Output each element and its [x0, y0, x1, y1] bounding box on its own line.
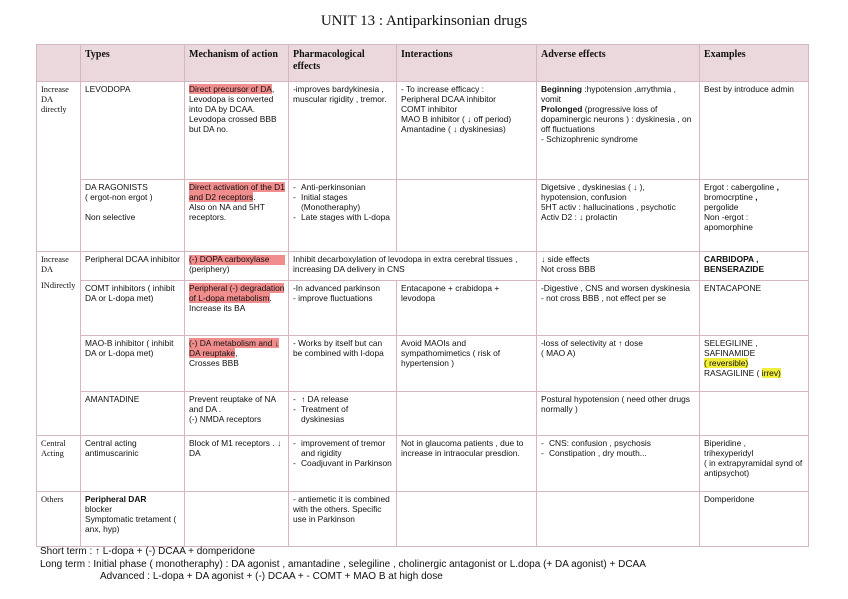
adverse-cell: -Digestive , CNS and worsen dyskinesia - not cross BBB , not effect per se — [537, 281, 700, 336]
category-others: Others — [37, 492, 81, 547]
highlighted-text: irrev) — [761, 367, 781, 378]
table-row — [37, 252, 809, 281]
type-cell: DA RAGONISTS ( ergot-non ergot ) Non selective — [81, 180, 185, 252]
pharm-cell: -improves bardykinesia , muscular rigidity , tremor. — [289, 82, 397, 180]
type-cell: AMANTADINE — [81, 392, 185, 436]
interactions-cell: Not in glaucoma patients , due to increase in intraocular presdion. — [397, 436, 537, 492]
adverse-cell: Postural hypotension ( need other drugs normally ) — [537, 392, 700, 436]
long-term-note: Long term : Initial phase ( monotheraphy) : DA agonist , amantadine , selegiline , cholinergic antagonist or L.dopa (+ DA agonist) + DCAA — [40, 558, 646, 570]
mechanism-cell: Peripheral (-) degradation of L-dopa metabolism. Increase its BA — [185, 281, 289, 336]
header-types: Types — [81, 45, 185, 82]
highlighted-text: (-) DOPA carboxylase — [189, 255, 285, 265]
adverse-cell: Beginning :hypotension ,arrythmia , vomit Prolonged (progressive loss of dopaminergic neurons ) : dyskinesia , on off fluctuations - Schizophrenic syndrome — [537, 82, 700, 180]
table-row — [37, 82, 809, 180]
example-cell: Biperidine , trihexyperidyl ( in extrapyramidal synd of antipsychot) — [700, 436, 809, 492]
interactions-cell: - To increase efficacy : Peripheral DCAA inhibitor COMT inhibitor MAO B inhibitor ( ↓ off period) Amantadine ( ↓ dyskinesias) — [397, 82, 537, 180]
interactions-cell — [397, 392, 537, 436]
highlighted-text: Direct precursor of DA — [189, 84, 272, 94]
pharm-cell: -In advanced parkinson - improve fluctuations — [289, 281, 397, 336]
table-row — [37, 281, 809, 336]
page-title: UNIT 13 : Antiparkinsonian drugs — [320, 13, 528, 29]
type-cell: Peripheral DCAA inhibitor — [81, 252, 185, 281]
interactions-cell: Entacapone + crabidopa + levodopa — [397, 281, 537, 336]
example-cell: CARBIDOPA , BENSERAZIDE — [700, 252, 809, 281]
type-cell: COMT inhibitors ( inhibit DA or L-dopa met) — [81, 281, 185, 336]
pharm-cell: - Works by itself but can be combined with l-dopa — [289, 336, 397, 392]
mechanism-cell: Block of M1 receptors . ↓ DA — [185, 436, 289, 492]
advanced-note: Advanced : L-dopa + DA agonist + (-) DCAA + - COMT + MAO B at high dose — [100, 571, 443, 582]
table-row — [37, 492, 809, 547]
mechanism-cell: Prevent reuptake of NA and DA . (-) NMDA receptors — [185, 392, 289, 436]
example-cell: Ergot : cabergoline , bromocrptine , pergolide Non -ergot : apomorphine — [700, 180, 809, 252]
type-cell: MAO-B inhibitor ( inhibit DA or L-dopa met) — [81, 336, 185, 392]
pharm-cell: - improvement of tremor and rigidity - Coadjuvant in Parkinson — [289, 436, 397, 492]
header-adverse-effects: Adverse effects — [537, 45, 700, 82]
type-cell: Peripheral DAR blocker Symptomatic tretament ( anx, hyp) — [81, 492, 185, 547]
drug-table — [36, 44, 809, 547]
table-row — [37, 180, 809, 252]
adverse-cell: - CNS: confusion , psychosis - Constipation , dry mouth... — [537, 436, 700, 492]
highlighted-text: Peripheral (-) degradation of L-dopa metabolism — [189, 283, 285, 303]
header-pharmacological-effects: Pharmacological effects — [289, 45, 397, 82]
mechanism-cell: Direct precursor of DA, Levodopa is converted into DA by DCAA. Levodopa crossed BBB but DA no. — [185, 82, 289, 180]
short-term-note: Short term : ↑ L-dopa + (-) DCAA + domperidone — [40, 546, 256, 557]
mechanism-cell — [185, 492, 289, 547]
mechanism-cell: (-) DA metabolism and ↓ DA reuptake, Crosses BBB — [185, 336, 289, 392]
category-increase-indirect: Increase DA INdirectly — [37, 252, 81, 436]
pharm-cell: - antiemetic it is combined with the others. Specific use in Parkinson — [289, 492, 397, 547]
interactions-cell — [397, 492, 537, 547]
table-header-row — [37, 45, 809, 82]
adverse-cell: ↓ side effects Not cross BBB — [537, 252, 700, 281]
interactions-cell: Avoid MAOIs and sympathomimetics ( risk of hypertension ) — [397, 336, 537, 392]
example-cell: SELEGILINE , SAFINAMIDE ( reversible) RASAGILINE ( irrev) — [700, 336, 809, 392]
adverse-cell — [537, 492, 700, 547]
category-increase-direct: Increase DA directly — [37, 82, 81, 252]
pharm-cell: - Anti-perkinsonian - Initial stages (Monotheraphy) - Late stages with L-dopa — [289, 180, 397, 252]
header-interactions: Interactions — [397, 45, 537, 82]
table-row — [37, 336, 809, 392]
table-row — [37, 436, 809, 492]
pharm-interactions-cell: Inhibit decarboxylation of levodopa in extra cerebral tissues , increasing DA delivery in CNS — [289, 252, 537, 281]
pharm-cell: - ↑ DA release - Treatment of dyskinesias — [289, 392, 397, 436]
highlighted-text: Direct activation of the D1 and D2 receptors — [189, 182, 285, 202]
example-cell — [700, 392, 809, 436]
example-cell: Domperidone — [700, 492, 809, 547]
highlighted-text: ( reversible) — [704, 357, 749, 368]
interactions-cell — [397, 180, 537, 252]
example-cell: ENTACAPONE — [700, 281, 809, 336]
adverse-cell: Digetsive , dyskinesias ( ↓ ), hypotension, confusion 5HT activ : hallucinations , psychotic Activ D2 : ↓ prolactin — [537, 180, 700, 252]
header-examples: Examples — [700, 45, 809, 82]
category-central-acting: Central Acting — [37, 436, 81, 492]
treatment-notes — [40, 546, 646, 584]
type-cell: Central acting antimuscarinic — [81, 436, 185, 492]
highlighted-text: (-) DA metabolism and ↓ DA reuptake — [189, 338, 279, 358]
adverse-cell: -loss of selectivity at ↑ dose ( MAO A) — [537, 336, 700, 392]
example-cell: Best by introduce admin — [700, 82, 809, 180]
mechanism-cell: Direct activation of the D1 and D2 receptors. Also on NA and 5HT receptors. — [185, 180, 289, 252]
type-cell: LEVODOPA — [81, 82, 185, 180]
mechanism-cell: (-) DOPA carboxylase (periphery) — [185, 252, 289, 281]
header-mechanism: Mechanism of action — [185, 45, 289, 82]
header-category — [37, 45, 81, 82]
table-row — [37, 392, 809, 436]
